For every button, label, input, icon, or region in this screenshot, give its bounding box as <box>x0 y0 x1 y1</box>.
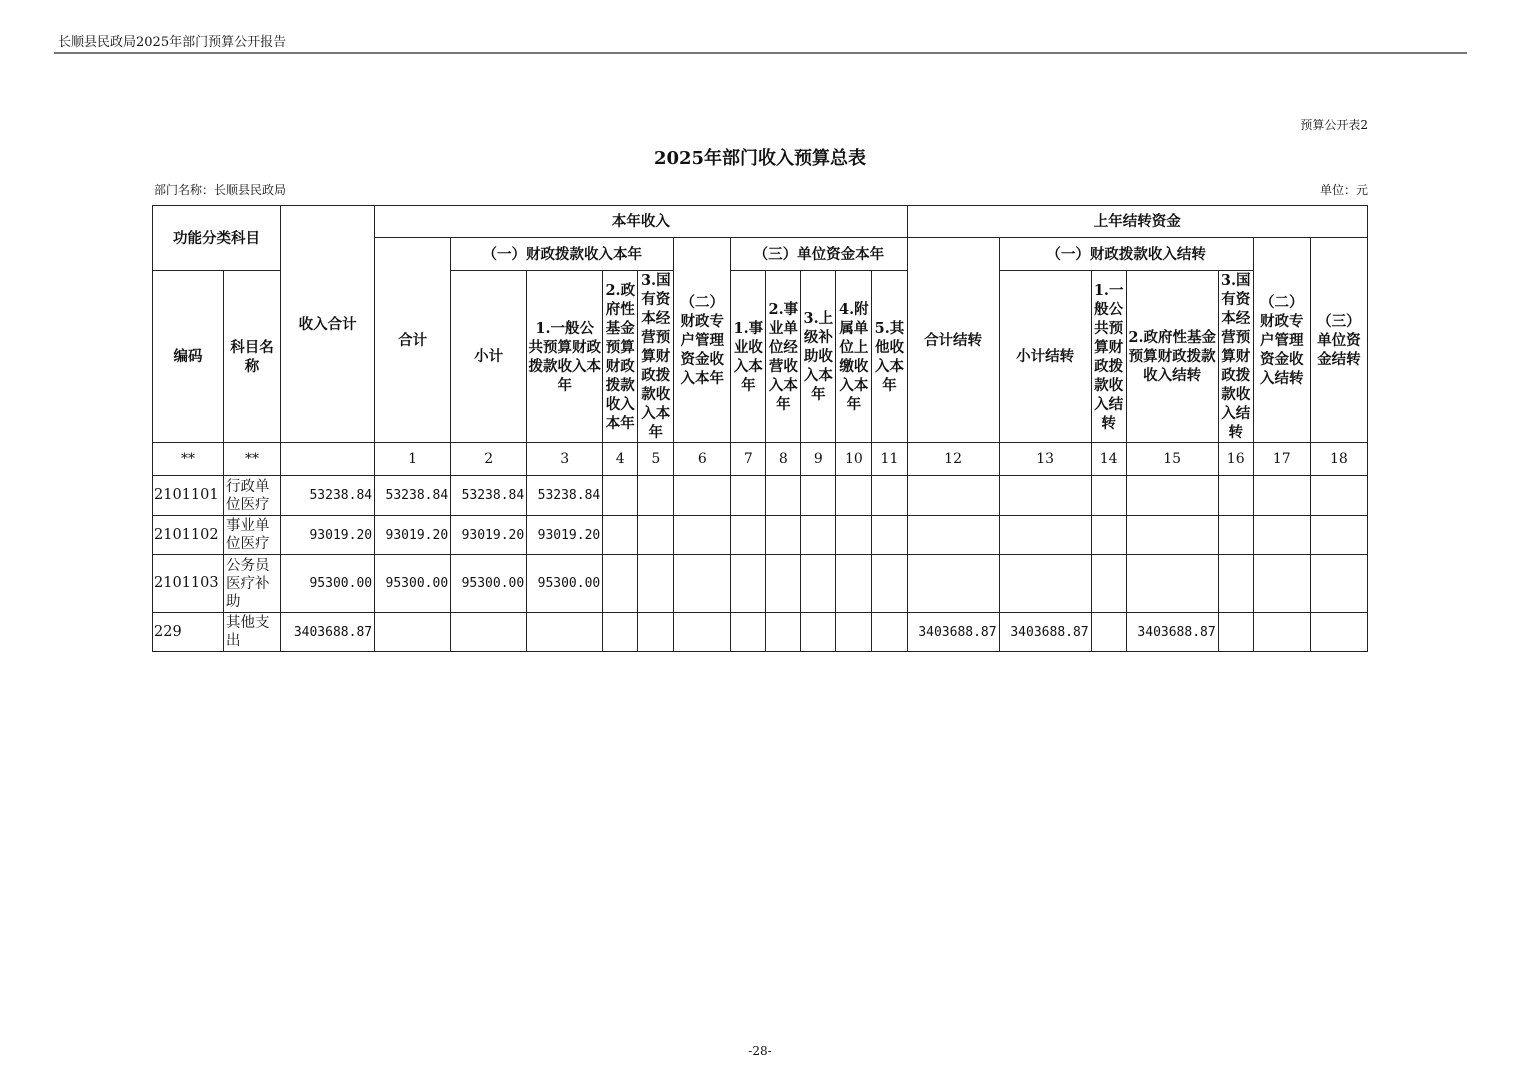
header-carry-unit-funds: （三）单位资金结转 <box>1310 238 1367 443</box>
index-cell: 15 <box>1126 443 1218 476</box>
index-row <box>153 443 1368 476</box>
table-row <box>153 516 1368 555</box>
header-carry-special-account: （二）财政专户管理资金收入结转 <box>1253 238 1310 443</box>
cell-carry-special-account <box>1253 555 1310 613</box>
header-divider <box>54 52 1467 54</box>
cell-current-total: 53238.84 <box>375 476 451 516</box>
cell-carry-unit-funds <box>1310 476 1367 516</box>
cell-current-business-income <box>731 516 766 555</box>
cell-current-affiliated-remittance <box>836 555 872 613</box>
header-current-gov-fund: 2.政府性基金预算财政拨款收入本年 <box>603 271 638 443</box>
index-cell: 16 <box>1218 443 1253 476</box>
row-subject-name: 其他支出 <box>224 613 281 652</box>
income-budget-table <box>152 205 1368 652</box>
cell-current-affiliated-remittance <box>836 613 872 652</box>
cell-current-superior-subsidy <box>801 476 836 516</box>
header-current-superior-subsidy: 3.上级补助收入本年 <box>801 271 836 443</box>
cell-current-gov-fund <box>603 555 638 613</box>
index-cell: 14 <box>1091 443 1126 476</box>
cell-total-income: 95300.00 <box>281 555 375 613</box>
index-cell: ** <box>153 443 224 476</box>
cell-current-other-income <box>872 476 907 516</box>
cell-current-operating-income <box>766 613 801 652</box>
cell-current-business-income <box>731 613 766 652</box>
cell-current-state-capital <box>638 555 674 613</box>
cell-carry-state-capital <box>1218 555 1253 613</box>
index-cell: 18 <box>1310 443 1367 476</box>
header-carry-general-budget: 1.一般公共预算财政拨款收入结转 <box>1091 271 1126 443</box>
row-subject-name: 公务员医疗补助 <box>224 555 281 613</box>
row-code: 2101103 <box>153 555 224 613</box>
cell-current-other-income <box>872 555 907 613</box>
currency-unit: 单位：元 <box>1319 183 1368 197</box>
index-cell: 3 <box>527 443 603 476</box>
header-carry-gov-fund: 2.政府性基金预算财政拨款收入结转 <box>1126 271 1218 443</box>
cell-carry-state-capital <box>1218 476 1253 516</box>
page-number: -28- <box>748 1044 772 1058</box>
cell-current-other-income <box>872 516 907 555</box>
cell-current-superior-subsidy <box>801 516 836 555</box>
cell-current-subtotal: 95300.00 <box>451 555 527 613</box>
cell-total-income: 3403688.87 <box>281 613 375 652</box>
cell-carry-total <box>907 555 999 613</box>
cell-current-state-capital <box>638 516 674 555</box>
header-current-business-income: 1.事业收入本年 <box>731 271 766 443</box>
row-subject-name: 事业单位医疗 <box>224 516 281 555</box>
document-title: 2025年部门收入预算总表 <box>653 148 867 169</box>
header-current-total: 合计 <box>375 238 451 443</box>
cell-current-subtotal: 53238.84 <box>451 476 527 516</box>
row-code: 2101102 <box>153 516 224 555</box>
cell-current-other-income <box>872 613 907 652</box>
index-cell: 1 <box>375 443 451 476</box>
header-current-other-income: 5.其他收入本年 <box>872 271 907 443</box>
index-cell: 8 <box>766 443 801 476</box>
header-current-operating-income: 2.事业单位经营收入本年 <box>766 271 801 443</box>
table-row <box>153 476 1368 516</box>
header-current-general-budget: 1.一般公共预算财政拨款收入本年 <box>527 271 603 443</box>
cell-current-operating-income <box>766 516 801 555</box>
cell-carry-special-account <box>1253 613 1310 652</box>
index-cell: ** <box>224 443 281 476</box>
cell-current-superior-subsidy <box>801 613 836 652</box>
header-carry-subtotal: 小计结转 <box>999 271 1091 443</box>
header-current-subtotal: 小计 <box>451 271 527 443</box>
header-current-affiliated-remittance: 4.附属单位上缴收入本年 <box>836 271 872 443</box>
cell-carry-total: 3403688.87 <box>907 613 999 652</box>
cell-carry-subtotal <box>999 555 1091 613</box>
table-row <box>153 613 1368 652</box>
cell-current-total: 93019.20 <box>375 516 451 555</box>
cell-carry-gov-fund <box>1126 555 1218 613</box>
header-current-year-income: 本年收入 <box>375 206 907 238</box>
cell-carry-gov-fund: 3403688.87 <box>1126 613 1218 652</box>
cell-carry-general-budget <box>1091 476 1126 516</box>
cell-current-special-account <box>674 476 731 516</box>
cell-total-income: 53238.84 <box>281 476 375 516</box>
header-subject-name: 科目名称 <box>224 271 281 443</box>
index-cell: 13 <box>999 443 1091 476</box>
cell-carry-state-capital <box>1218 516 1253 555</box>
row-code: 229 <box>153 613 224 652</box>
cell-carry-total <box>907 476 999 516</box>
cell-current-affiliated-remittance <box>836 516 872 555</box>
header-current-unit-funds: （三）单位资金本年 <box>731 238 907 271</box>
cell-current-subtotal <box>451 613 527 652</box>
cell-current-total: 95300.00 <box>375 555 451 613</box>
cell-current-special-account <box>674 613 731 652</box>
cell-current-subtotal: 93019.20 <box>451 516 527 555</box>
header-total-income: 收入合计 <box>281 206 375 443</box>
index-cell: 12 <box>907 443 999 476</box>
cell-current-total <box>375 613 451 652</box>
cell-carry-special-account <box>1253 476 1310 516</box>
header-current-state-capital: 3.国有资本经营预算财政拨款收入本年 <box>638 271 674 443</box>
index-cell: 4 <box>603 443 638 476</box>
header-current-fiscal-appropriation: （一）财政拨款收入本年 <box>451 238 674 271</box>
cell-current-general-budget: 93019.20 <box>527 516 603 555</box>
header-carry-state-capital: 3.国有资本经营预算财政拨款收入结转 <box>1218 271 1253 443</box>
cell-carry-special-account <box>1253 516 1310 555</box>
cell-current-business-income <box>731 555 766 613</box>
cell-current-operating-income <box>766 476 801 516</box>
cell-carry-subtotal <box>999 516 1091 555</box>
cell-current-state-capital <box>638 476 674 516</box>
index-cell: 17 <box>1253 443 1310 476</box>
cell-current-affiliated-remittance <box>836 476 872 516</box>
cell-carry-general-budget <box>1091 516 1126 555</box>
row-code: 2101101 <box>153 476 224 516</box>
cell-current-gov-fund <box>603 613 638 652</box>
header-carry-fiscal-appropriation: （一）财政拨款收入结转 <box>999 238 1253 271</box>
cell-carry-state-capital <box>1218 613 1253 652</box>
row-subject-name: 行政单位医疗 <box>224 476 281 516</box>
cell-current-general-budget: 53238.84 <box>527 476 603 516</box>
cell-carry-unit-funds <box>1310 613 1367 652</box>
cell-total-income: 93019.20 <box>281 516 375 555</box>
index-cell: 2 <box>451 443 527 476</box>
cell-current-special-account <box>674 516 731 555</box>
cell-current-superior-subsidy <box>801 555 836 613</box>
header-function-subject: 功能分类科目 <box>153 206 281 271</box>
cell-carry-subtotal: 3403688.87 <box>999 613 1091 652</box>
cell-current-general-budget <box>527 613 603 652</box>
cell-current-gov-fund <box>603 476 638 516</box>
index-cell: 11 <box>872 443 907 476</box>
cell-current-gov-fund <box>603 516 638 555</box>
cell-current-state-capital <box>638 613 674 652</box>
cell-carry-unit-funds <box>1310 516 1367 555</box>
header-current-special-account: （二）财政专户管理资金收入本年 <box>674 238 731 443</box>
cell-carry-general-budget <box>1091 613 1126 652</box>
table-row <box>153 555 1368 613</box>
cell-carry-gov-fund <box>1126 516 1218 555</box>
form-number: 预算公开表2 <box>1300 118 1368 132</box>
header-carry-total: 合计结转 <box>907 238 999 443</box>
header-code: 编码 <box>153 271 224 443</box>
cell-current-general-budget: 95300.00 <box>527 555 603 613</box>
header-prior-year-carryover: 上年结转资金 <box>907 206 1367 238</box>
index-cell: 7 <box>731 443 766 476</box>
department-name: 部门名称：长顺县民政局 <box>154 183 287 197</box>
cell-carry-unit-funds <box>1310 555 1367 613</box>
cell-current-operating-income <box>766 555 801 613</box>
cell-carry-gov-fund <box>1126 476 1218 516</box>
cell-current-special-account <box>674 555 731 613</box>
index-cell: 9 <box>801 443 836 476</box>
cell-current-business-income <box>731 476 766 516</box>
cell-carry-total <box>907 516 999 555</box>
index-cell: 6 <box>674 443 731 476</box>
index-cell <box>281 443 375 476</box>
index-cell: 10 <box>836 443 872 476</box>
cell-carry-subtotal <box>999 476 1091 516</box>
index-cell: 5 <box>638 443 674 476</box>
cell-carry-general-budget <box>1091 555 1126 613</box>
running-header-title: 长顺县民政局2025年部门预算公开报告 <box>58 35 287 50</box>
